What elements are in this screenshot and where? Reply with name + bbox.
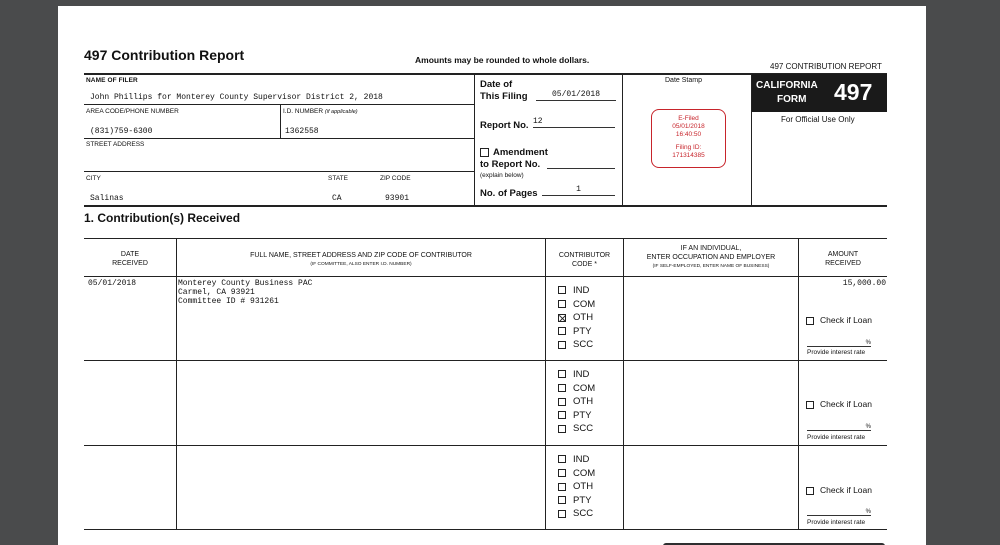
col-divider-code [623, 239, 624, 530]
row3-scc-label: SCC [573, 508, 594, 520]
street-label: STREET ADDRESS [86, 141, 145, 148]
row1-pty-label: PTY [573, 325, 592, 337]
row3-rate-field[interactable]: % [807, 509, 871, 516]
col-divider-name [545, 239, 546, 530]
rounding-note: Amounts may be rounded to whole dollars. [415, 55, 590, 65]
row3-oth-label: OTH [573, 481, 594, 493]
state-label: STATE [328, 175, 348, 182]
row2-rule [84, 445, 887, 446]
header-contributor-line2: (IF COMMITTEE, ALSO ENTER I.D. NUMBER) [310, 262, 412, 267]
stamp-filing-id: 171314385 [672, 152, 705, 159]
rule-name [84, 104, 474, 105]
efiled-stamp [651, 109, 726, 168]
row1-ind-checkbox[interactable] [558, 286, 566, 294]
id-label-note: (if applicable) [324, 109, 358, 115]
table-header-rule [84, 276, 887, 277]
row1-code-ind[interactable] [558, 284, 595, 298]
row2-scc-label: SCC [573, 423, 594, 435]
stamp-date: 05/01/2018 [672, 123, 705, 130]
pages-value: 1 [542, 185, 615, 196]
row1-com-label: COM [573, 298, 596, 310]
divider-phone-id [280, 105, 281, 138]
row3-ind-label: IND [573, 454, 590, 465]
row2-scc-checkbox[interactable] [558, 425, 566, 433]
id-label-text: I.D. NUMBER [283, 108, 324, 115]
official-use-label: For Official Use Only [781, 115, 855, 124]
form-number: 497 [834, 79, 873, 105]
amendment-label: Amendment [493, 147, 548, 158]
header-occupation-line2: ENTER OCCUPATION AND EMPLOYER [646, 254, 776, 261]
row1-contributor-name: Monterey County Business PAC [178, 279, 313, 288]
amendment-report-label: to Report No. [480, 159, 541, 170]
header-amount-line1: AMOUNT [827, 251, 859, 258]
row2-oth-checkbox[interactable] [558, 398, 566, 406]
row3-code-com[interactable] [558, 467, 595, 481]
section-title: 1. Contribution(s) Received [84, 211, 241, 225]
row2-code-list [558, 368, 595, 436]
row1-ind-label: IND [573, 285, 590, 296]
filing-date-label [480, 79, 528, 103]
form-label: FORM [777, 94, 807, 105]
row2-code-oth[interactable] [558, 395, 595, 409]
row1-code-list [558, 284, 595, 352]
row2-oth-label: OTH [573, 396, 594, 408]
row2-rate-field[interactable]: % [807, 424, 871, 431]
row1-pty-checkbox[interactable] [558, 327, 566, 335]
filer-name-value: John Phillips for Monterey County Supervisor District 2, 2018 [90, 93, 383, 102]
row1-oth-label: OTH [573, 312, 594, 324]
row1-rate-field[interactable]: % [807, 340, 871, 347]
header-occupation [624, 244, 798, 271]
row2-pty-label: PTY [573, 409, 592, 421]
row2-rate-label: Provide interest rate [807, 434, 866, 441]
filing-date-label-line2: This Filing [480, 91, 528, 102]
row3-rate-label: Provide interest rate [807, 519, 866, 526]
row1-code-scc[interactable] [558, 338, 595, 352]
row2-com-label: COM [573, 382, 596, 394]
row1-scc-label: SCC [573, 339, 594, 351]
amendment-checkbox[interactable] [480, 148, 489, 157]
date-stamp-label: Date Stamp [665, 77, 702, 84]
row3-loan-row[interactable] [806, 485, 872, 495]
row2-ind-checkbox[interactable] [558, 370, 566, 378]
row3-code-scc[interactable] [558, 507, 595, 521]
row2-com-checkbox[interactable] [558, 384, 566, 392]
header-occupation-line1: IF AN INDIVIDUAL, [680, 245, 742, 252]
row2-loan-checkbox[interactable] [806, 401, 814, 409]
row1-loan-label: Check if Loan [820, 315, 872, 325]
row3-code-oth[interactable] [558, 480, 595, 494]
row2-code-scc[interactable] [558, 422, 595, 436]
phone-label: AREA CODE/PHONE NUMBER [86, 108, 179, 115]
state-value: CA [332, 194, 342, 203]
zip-value: 93901 [385, 194, 410, 203]
row2-code-ind[interactable] [558, 368, 595, 382]
california-form-box [752, 74, 887, 112]
id-number-value: 1362558 [285, 127, 319, 136]
row3-ind-checkbox[interactable] [558, 455, 566, 463]
row1-contributor [178, 279, 312, 306]
header-code [546, 251, 623, 269]
zip-label: ZIP CODE [380, 175, 411, 182]
report-title: 497 Contribution Report [84, 47, 245, 63]
row1-com-checkbox[interactable] [558, 300, 566, 308]
amendment-checkbox-row[interactable] [480, 147, 548, 158]
row1-loan-row[interactable] [806, 315, 872, 325]
row3-code-list [558, 453, 595, 521]
row3-com-label: COM [573, 467, 596, 479]
header-contributor [177, 251, 545, 269]
amendment-report-value [547, 158, 615, 169]
row1-contributor-address: Carmel, CA 93921 [178, 288, 255, 297]
row3-pty-label: PTY [573, 494, 592, 506]
city-label: CITY [86, 175, 101, 182]
report-no-value: 12 [533, 117, 615, 128]
header-date [84, 250, 176, 268]
form-corner-label: 497 CONTRIBUTION REPORT [770, 62, 882, 71]
row3-loan-checkbox[interactable] [806, 487, 814, 495]
header-code-line2: CODE * [572, 261, 597, 268]
row1-loan-checkbox[interactable] [806, 317, 814, 325]
filer-name-label: NAME OF FILER [86, 77, 138, 84]
row1-rule [84, 360, 887, 361]
row2-loan-label: Check if Loan [820, 399, 872, 409]
header-amount-line2: RECEIVED [825, 260, 861, 267]
header-date-line1: DATE [120, 251, 140, 258]
row1-oth-checkbox[interactable] [558, 314, 566, 322]
row3-com-checkbox[interactable] [558, 469, 566, 477]
form-page [58, 6, 926, 545]
rule-phone [84, 138, 474, 139]
id-number-label [283, 108, 358, 115]
filing-date-label-line1: Date of [480, 79, 513, 90]
row1-code-oth[interactable] [558, 311, 595, 325]
header-amount [799, 250, 887, 268]
row3-code-pty[interactable] [558, 494, 595, 508]
row3-scc-checkbox[interactable] [558, 510, 566, 518]
header-bottom-rule [84, 205, 887, 207]
divider-filer [474, 74, 475, 206]
row3-oth-checkbox[interactable] [558, 483, 566, 491]
row2-code-com[interactable] [558, 382, 595, 396]
row1-date: 05/01/2018 [88, 279, 137, 288]
amendment-note: (explain below) [480, 172, 524, 179]
stamp-time: 16:40:50 [675, 131, 702, 138]
divider-filing [622, 74, 623, 206]
row2-ind-label: IND [573, 369, 590, 380]
row2-pty-checkbox[interactable] [558, 411, 566, 419]
stamp-filing-id-label: Filing ID: [675, 144, 702, 151]
filing-date-value: 05/01/2018 [536, 90, 616, 101]
row1-code-com[interactable] [558, 298, 595, 312]
row1-amount: 15,000.00 [842, 279, 886, 288]
row1-contributor-id: Committee ID # 931261 [178, 297, 279, 306]
header-occupation-line3: (IF SELF-EMPLOYED, ENTER NAME OF BUSINESS) [652, 264, 770, 269]
table-top-rule [84, 238, 887, 239]
rule-street [84, 171, 474, 172]
header-contributor-line1: FULL NAME, STREET ADDRESS AND ZIP CODE OF CONTRIBUTOR [250, 252, 472, 259]
row3-loan-label: Check if Loan [820, 485, 872, 495]
row1-scc-checkbox[interactable] [558, 341, 566, 349]
header-date-line2: RECEIVED [112, 260, 148, 267]
report-no-label: Report No. [480, 120, 529, 131]
pages-label: No. of Pages [480, 188, 538, 199]
row1-code-pty[interactable] [558, 325, 595, 339]
city-value: Salinas [90, 194, 124, 203]
stamp-efiled: E-Filed [678, 115, 699, 122]
row3-pty-checkbox[interactable] [558, 496, 566, 504]
california-label: CALIFORNIA [756, 80, 818, 91]
row3-code-ind[interactable] [558, 453, 595, 467]
col-divider-date [176, 239, 177, 530]
header-code-line1: CONTRIBUTOR [558, 252, 611, 259]
row2-code-pty[interactable] [558, 409, 595, 423]
row1-rate-label: Provide interest rate [807, 349, 866, 356]
phone-value: (831)759-6300 [90, 127, 153, 136]
row2-loan-row[interactable] [806, 399, 872, 409]
row3-rule [84, 529, 887, 530]
